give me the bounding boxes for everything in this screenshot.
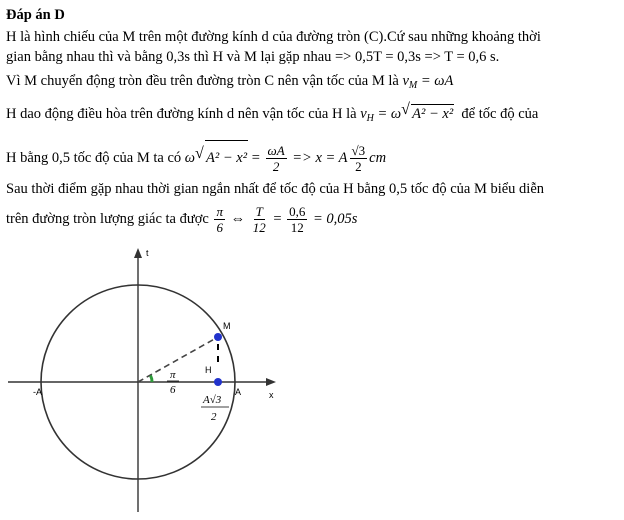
p6-eq1: = [273, 211, 282, 227]
x-axis-arrow-icon [266, 378, 276, 386]
label-negA: -A [33, 387, 42, 397]
label-A: A [235, 387, 242, 397]
p6-f2-den: 12 [252, 220, 266, 236]
point-H [214, 378, 222, 386]
p2-text: Vì M chuyển động tròn đều trên đường tròn C nên vận tốc của M là [6, 73, 399, 89]
paragraph-3 [6, 101, 539, 128]
trig-circle-diagram [0, 240, 624, 520]
p2-v: v [402, 73, 409, 89]
p6-frac-2 [251, 204, 268, 235]
radius-to-M [138, 337, 218, 382]
p3-radicand: A² − x² [412, 106, 454, 122]
label-x: x [269, 390, 274, 400]
angle-den: 6 [170, 384, 176, 396]
p3-eq: = ω [377, 106, 402, 122]
p4-fraction [266, 143, 287, 174]
p4-sqrt-den: 2 [355, 159, 362, 175]
p4-unit: cm [369, 150, 387, 166]
p4-frac-den: 2 [272, 159, 280, 175]
paragraph-4 [6, 140, 386, 175]
p6-frac-3 [287, 204, 307, 235]
p2-eq: = ωA [420, 73, 454, 89]
point-M [214, 333, 222, 341]
p3-tail: để tốc độ của [461, 106, 539, 122]
p3-sub: H [366, 113, 374, 124]
p6-iff: ⇔ [230, 211, 246, 227]
p3-v: v [360, 106, 367, 122]
p4-sqrt-fraction [350, 143, 368, 174]
p6-f3-num: 0,6 [289, 204, 306, 220]
radical-icon: √ [195, 145, 204, 162]
p4-frac-num: ωA [267, 143, 285, 159]
p4-w: ω [184, 150, 196, 166]
angle-arc [151, 376, 153, 383]
label-H: H [205, 365, 212, 375]
paragraph-6 [6, 200, 357, 238]
p3-text: H dao động điều hòa trên đường kính d nên vận tốc của H là [6, 106, 357, 122]
p6-f1-den: 6 [216, 220, 223, 236]
p4-text: H bằng 0,5 tốc độ của M ta có [6, 150, 182, 166]
p6-f3-den: 12 [290, 220, 304, 236]
p6-text: trên đường tròn lượng giác ta được [6, 211, 209, 227]
p4-implies: => x = A [292, 150, 348, 166]
label-t: t [146, 248, 149, 258]
label-M: M [223, 321, 231, 331]
p2-sub: M [408, 80, 418, 91]
paragraph-5: Sau thời điểm gặp nhau thời gian ngắn nhất để tốc độ của H bằng 0,5 tốc độ của M biểu diễn [6, 181, 545, 197]
p6-f1-num: π [216, 204, 223, 220]
pos-den: 2 [211, 411, 217, 423]
angle-num: π [170, 369, 176, 381]
p4-eq: = [251, 150, 260, 166]
p6-frac-1 [214, 204, 225, 235]
answer-heading: Đáp án D [6, 7, 65, 23]
p6-result: = 0,05s [313, 211, 358, 227]
paragraph-1b: gian bằng nhau thì và bằng 0,3s thì H và M lại gặp nhau => 0,5T = 0,3s => T = 0,6 s. [6, 49, 500, 65]
paragraph-1a: H là hình chiếu của M trên một đường kính d của đường tròn (C).Cứ sau những khoảng thời [6, 29, 541, 45]
paragraph-2 [6, 72, 453, 95]
p4-sqrt [195, 140, 248, 175]
pos-num: A√3 [203, 394, 222, 406]
p6-f2-num: T [255, 204, 263, 220]
p4-radicand: A² − x² [205, 140, 248, 175]
p3-sqrt [401, 101, 454, 123]
p4-sqrt-num: √3 [351, 143, 366, 159]
t-axis-arrow-icon [134, 248, 142, 258]
radical-icon: √ [401, 101, 410, 118]
